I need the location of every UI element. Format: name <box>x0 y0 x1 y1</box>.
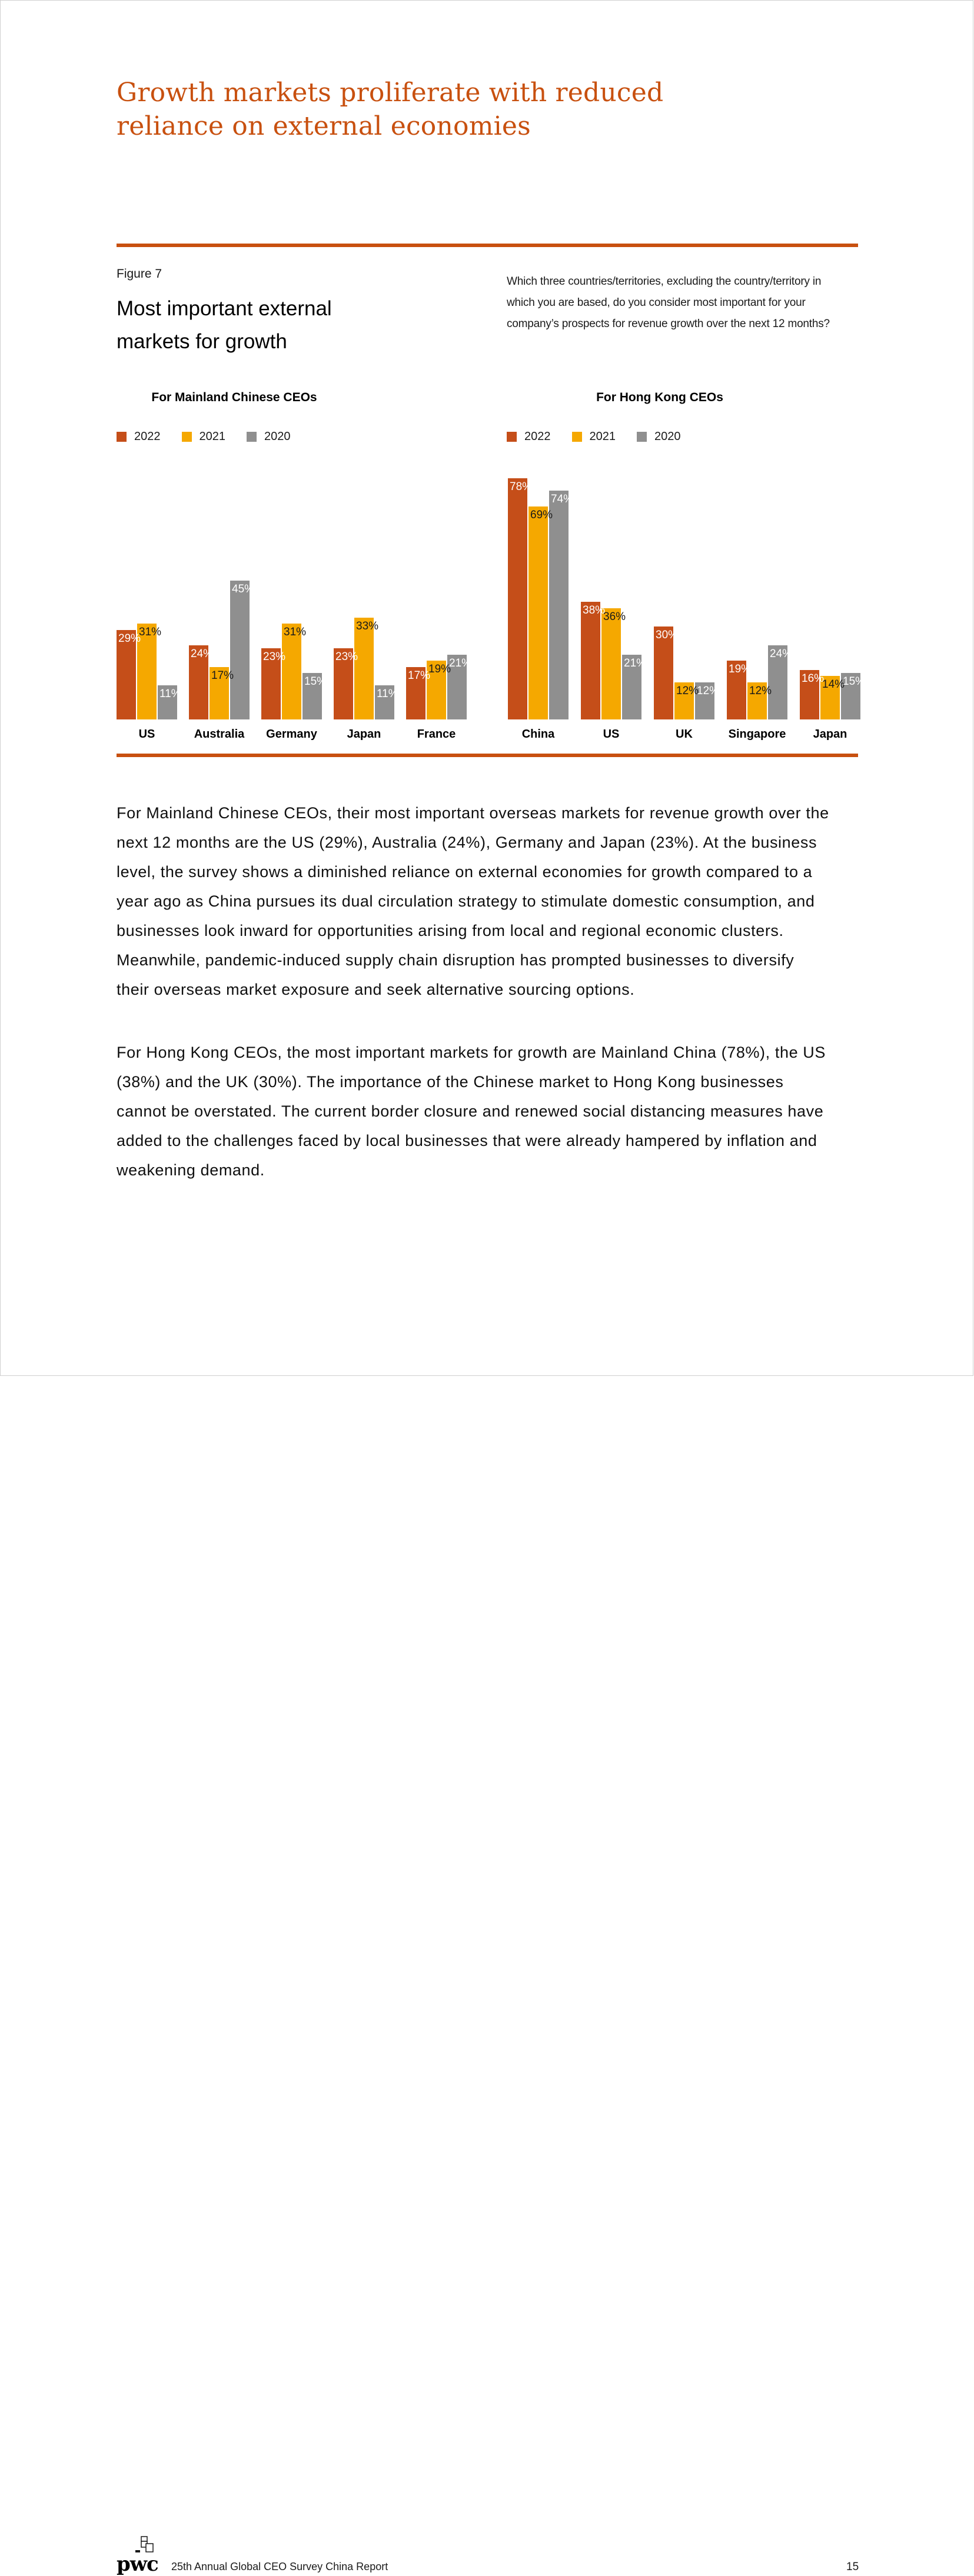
legend-swatch-2021 <box>572 432 582 442</box>
chart-legend <box>507 430 681 444</box>
bar-2020-france <box>447 655 472 719</box>
legend-item-2021 <box>572 430 616 444</box>
bar-value-label: 14% <box>822 678 845 691</box>
bar-2022-japan <box>334 648 358 719</box>
bar-value-label: 24% <box>770 648 793 660</box>
page-title <box>117 76 663 143</box>
category-label-japan: Japan <box>347 728 381 741</box>
category-label-singapore: Singapore <box>728 728 786 741</box>
bar-2022-us <box>581 602 606 719</box>
bar-value-label: 15% <box>304 675 327 688</box>
legend-swatch-2022 <box>507 432 517 442</box>
bar-2021-uk <box>674 682 699 719</box>
legend-label: 2022 <box>524 430 551 443</box>
bar-2020-us <box>158 685 181 719</box>
bar-2020-australia <box>230 581 255 719</box>
bar-value-label: 11% <box>377 688 398 700</box>
figure-title: Most important external markets for growth <box>117 297 332 353</box>
chart-plot <box>507 472 866 741</box>
chart-title: For Hong Kong CEOs <box>596 391 723 404</box>
bar-value-label: 12% <box>676 685 699 697</box>
category-label-australia: Australia <box>194 728 245 741</box>
bar-value-label: 33% <box>356 620 379 632</box>
bars <box>654 626 720 719</box>
legend-swatch-2022 <box>117 432 127 442</box>
bar-2021-germany <box>282 624 307 719</box>
bar-group-us <box>581 472 647 741</box>
category-label-uk: UK <box>676 728 693 741</box>
bar-2021-china <box>528 506 553 719</box>
legend-item-2022 <box>507 430 551 444</box>
legend-label: 2021 <box>589 430 616 443</box>
page-title-line-2: reliance on external economies <box>117 111 531 141</box>
pwc-wordmark: pwc <box>117 2552 158 2576</box>
bars <box>508 478 574 719</box>
chart-hong-kong-ceos <box>507 391 866 744</box>
bar-value-label: 19% <box>729 663 752 675</box>
category-label-france: France <box>417 728 456 741</box>
bar-group-us <box>117 472 181 741</box>
bar-value-label: 74% <box>551 493 574 505</box>
bar-2022-japan <box>800 670 825 719</box>
category-label-germany: Germany <box>266 728 317 741</box>
page-title-line-1: Growth markets proliferate with reduced <box>117 78 664 108</box>
figure-label: Figure 7 <box>117 267 162 281</box>
bar-value-label: 31% <box>139 626 162 638</box>
bar-value-label: 12% <box>749 685 772 697</box>
bar-2022-australia <box>189 645 214 719</box>
legend-item-2021 <box>182 430 226 444</box>
bar-value-label: 23% <box>335 651 358 663</box>
legend-item-2022 <box>117 430 161 444</box>
bar-2020-japan <box>375 685 398 719</box>
footer-report-title: 25th Annual Global CEO Survey China Report <box>171 2561 388 2572</box>
bars <box>189 581 255 719</box>
bar-value-label: 17% <box>408 669 431 682</box>
bar-value-label: 31% <box>284 626 307 638</box>
chart-mainland-chinese-ceos <box>117 391 476 744</box>
legend-label: 2020 <box>654 430 681 443</box>
category-label-japan: Japan <box>813 728 847 741</box>
divider-bottom <box>117 754 858 757</box>
bar-group-china <box>508 472 574 741</box>
divider-top <box>117 244 858 247</box>
bar-value-label: 29% <box>118 632 141 645</box>
bars <box>581 602 647 719</box>
bar-value-label: 38% <box>583 604 606 616</box>
body-text <box>117 798 830 1185</box>
bar-group-japan <box>334 472 398 741</box>
category-label-us: US <box>138 728 155 741</box>
bar-2020-japan <box>841 673 866 719</box>
bar-value-label: 69% <box>530 509 553 521</box>
chart-legend <box>117 430 291 444</box>
figure-charts <box>117 391 866 744</box>
bar-group-singapore <box>727 472 793 741</box>
bar-2022-france <box>406 667 431 719</box>
bar-2021-us <box>137 624 162 719</box>
bar-value-label: 23% <box>263 651 286 663</box>
bar-2021-japan <box>354 618 379 719</box>
bar-value-label: 36% <box>603 611 626 623</box>
bar-2020-germany <box>302 673 327 719</box>
bar-2021-us <box>601 608 626 719</box>
bar-2021-japan <box>820 676 845 719</box>
chart-title: For Mainland Chinese CEOs <box>151 391 317 404</box>
bars <box>334 618 398 719</box>
bar-2020-china <box>549 491 574 719</box>
bar-2022-us <box>117 630 141 719</box>
bar-2021-france <box>427 661 451 719</box>
page-footer <box>1 1265 974 2576</box>
bar-2022-germany <box>261 648 286 719</box>
legend-item-2020 <box>637 430 681 444</box>
survey-question: Which three countries/territories, excluding the country/territory in which you are based, do you consider most important for your company’s prospects for revenue growth over the next 12 months? <box>507 275 830 330</box>
legend-item-2020 <box>247 430 291 444</box>
bar-value-label: 12% <box>697 685 720 697</box>
bar-group-france <box>406 472 472 741</box>
legend-label: 2021 <box>199 430 225 443</box>
bar-value-label: 21% <box>624 657 647 669</box>
bar-2022-china <box>508 478 533 719</box>
bar-value-label: 16% <box>802 672 825 685</box>
bar-2022-uk <box>654 626 679 719</box>
bar-2021-singapore <box>747 682 772 719</box>
bar-value-label: 24% <box>191 648 214 660</box>
bar-value-label: 78% <box>510 481 533 493</box>
bar-group-japan <box>800 472 866 741</box>
bar-2020-singapore <box>768 645 793 719</box>
chart-plot <box>117 472 472 741</box>
bar-group-australia <box>189 472 255 741</box>
footer-page-number: 15 <box>846 2561 859 2573</box>
paragraph-mainland-ceos: For Mainland Chinese CEOs, their most important overseas markets for revenue growth over the next 12 months are the US (29%), Australia (24%), Germany and Japan (23%). At the business level, the survey shows a diminished reliance on external economies for growth compared to a year ago as China pursues its dual circulation strategy to stimulate domestic consumption, and businesses look inward for opportunities arising from local and regional economic clusters. Meanwhile, pandemic-induced supply chain disruption has prompted businesses to diversify their overseas market exposure and seek alternative sourcing options. <box>117 804 829 998</box>
bar-value-label: 11% <box>159 688 181 700</box>
legend-swatch-2020 <box>247 432 257 442</box>
legend-label: 2022 <box>134 430 161 443</box>
bars <box>727 645 793 719</box>
bar-group-uk <box>654 472 720 741</box>
legend-swatch-2021 <box>182 432 192 442</box>
paragraph-hong-kong-ceos: For Hong Kong CEOs, the most important markets for growth are Mainland China (78%), the US (38%) and the UK (30%). The importance of the Chinese market to Hong Kong businesses cannot be overstated. The current border closure and renewed social distancing measures have added to the challenges faced by local businesses that were already hampered by inflation and weakening demand. <box>117 1044 826 1179</box>
bar-value-label: 15% <box>843 675 866 688</box>
bars <box>261 624 327 719</box>
bar-2020-us <box>622 655 647 719</box>
bar-2022-singapore <box>727 661 752 719</box>
bar-value-label: 30% <box>656 629 679 641</box>
bars <box>800 670 866 719</box>
legend-swatch-2020 <box>637 432 647 442</box>
bar-2021-australia <box>210 667 234 719</box>
bar-2020-uk <box>695 682 720 719</box>
bar-value-label: 45% <box>232 583 255 595</box>
legend-label: 2020 <box>264 430 291 443</box>
bar-value-label: 19% <box>428 663 451 675</box>
bars <box>117 624 181 719</box>
category-label-us: US <box>603 728 620 741</box>
bar-value-label: 17% <box>211 669 234 682</box>
category-label-china: China <box>521 728 555 741</box>
bar-group-germany <box>261 472 327 741</box>
bars <box>406 655 472 719</box>
bar-value-label: 21% <box>449 657 472 669</box>
